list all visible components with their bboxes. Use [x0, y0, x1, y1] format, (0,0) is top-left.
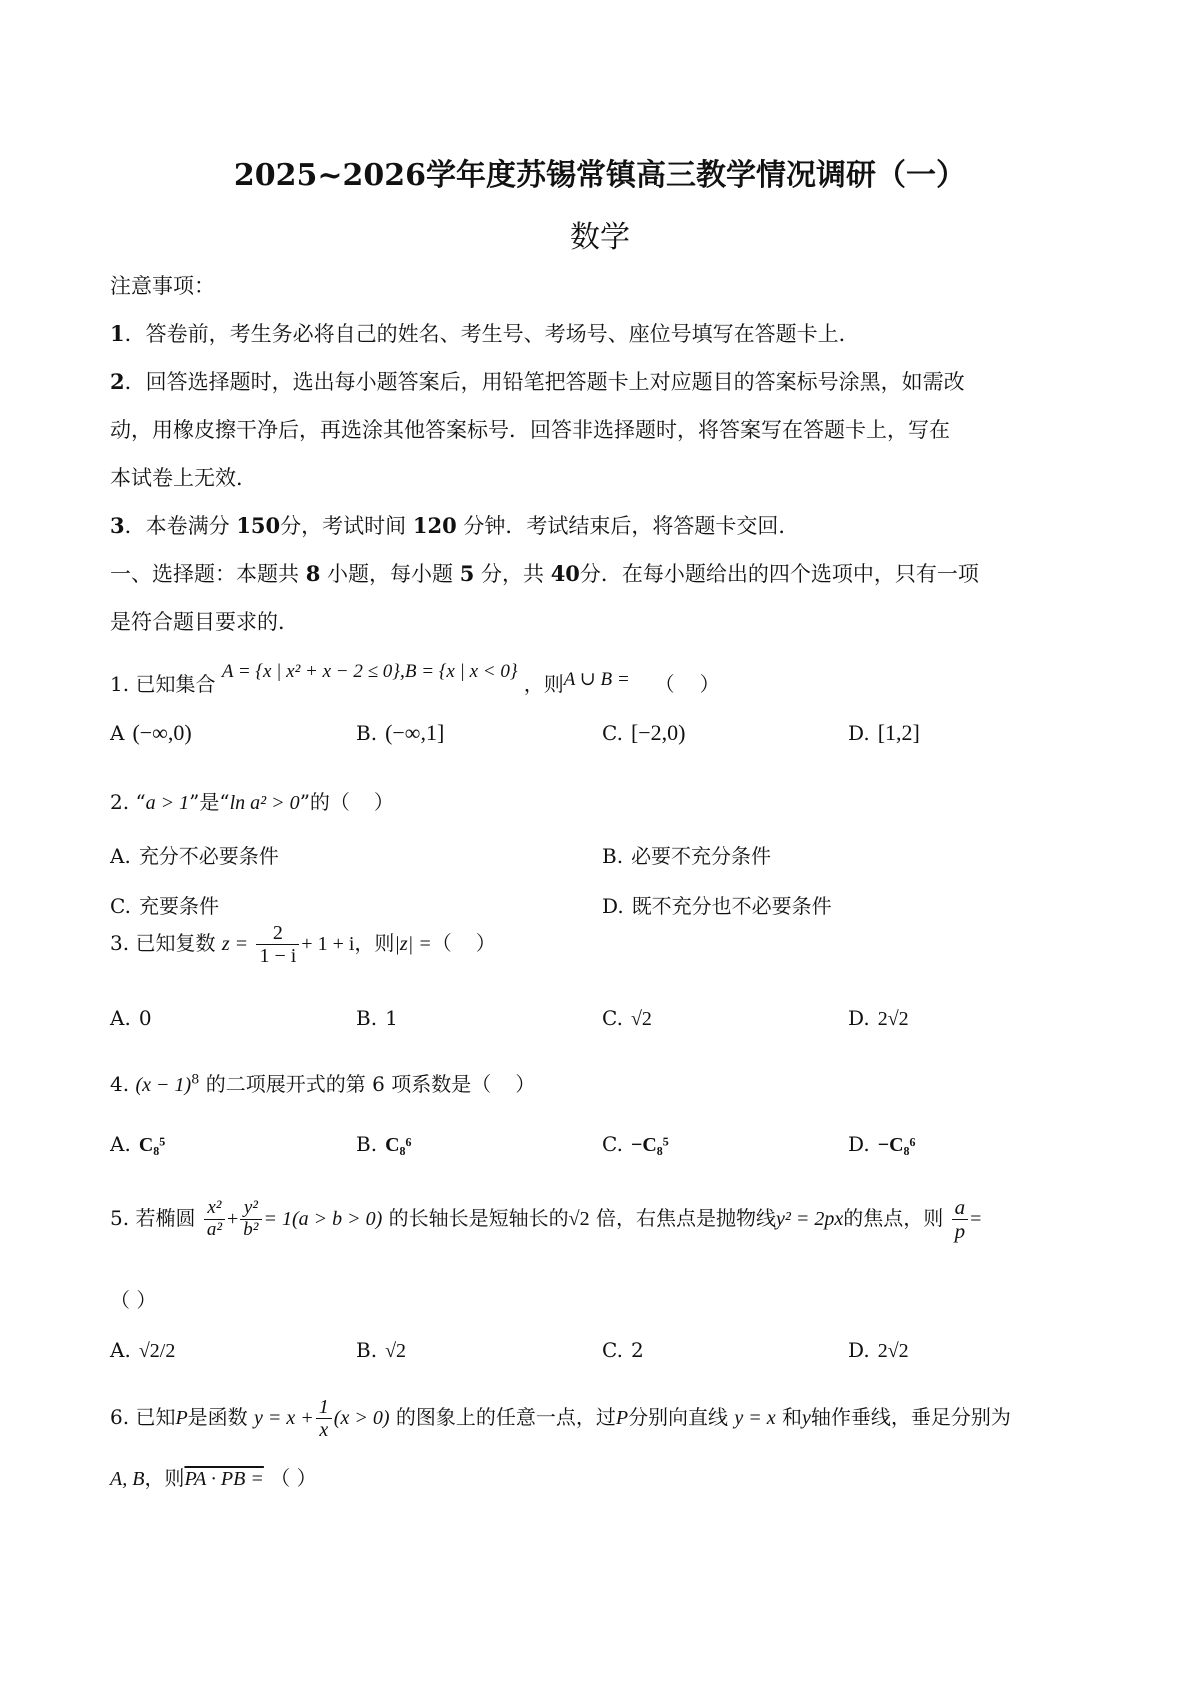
note-1: 1．答卷前，考生务必将自己的姓名、考生号、考场号、座位号填写在答题卡上．: [110, 321, 860, 346]
note-2-line-1: 2．回答选择题时，选出每小题答案后，用铅笔把答题卡上对应题目的答案标号涂黑，如需改: [110, 369, 965, 394]
question-5-option-b[interactable]: B. √2: [356, 1338, 407, 1362]
question-6-stem-line-2: A, B，则PA · PB = （ ）: [110, 1466, 317, 1490]
exam-subject: 数学: [570, 220, 630, 255]
question-4-option-a[interactable]: A. C₈⁵: [110, 1132, 166, 1156]
question-1-option-a[interactable]: A (−∞,0): [110, 720, 192, 745]
question-5-option-a[interactable]: A. √2/2: [110, 1338, 176, 1362]
question-2-option-c[interactable]: C. 充要条件: [110, 894, 219, 918]
note-3: 3．本卷满分 150分，考试时间 120 分钟．考试结束后，将答题卡交回．: [110, 513, 800, 538]
question-3-option-a[interactable]: A. 0: [110, 1006, 152, 1030]
question-5-option-c[interactable]: C. 2: [602, 1338, 644, 1362]
question-1-option-b[interactable]: B. (−∞,1]: [356, 720, 445, 745]
note-2-line-2: 动，用橡皮擦干净后，再选涂其他答案标号．回答非选择题时，将答案写在答题卡上，写在: [110, 418, 950, 442]
question-4-option-c[interactable]: C. −C₈⁵: [602, 1132, 669, 1156]
question-3-stem: 3. 已知复数 z = $\frac{2}{1 - i}$ + 1 + i，则|z| =（ ）: [110, 922, 496, 967]
exam-title: 2025~2026学年度苏锡常镇高三教学情况调研（一）: [233, 158, 967, 193]
section-1-intro: 一、选择题：本题共 8 小题，每小题 5 分，共 40分．在每小题给出的四个选项中，只有一项: [110, 561, 979, 586]
question-3-fraction: $\frac{2}{1 - i}$: [256, 922, 299, 967]
question-2-stem: 2. “a > 1”是“ln a² > 0”的（ ）: [110, 790, 394, 814]
question-2-option-d[interactable]: D. 既不充分也不必要条件: [602, 894, 832, 918]
question-4-option-b[interactable]: B. C₈⁶: [356, 1132, 412, 1156]
question-4-option-d[interactable]: D. −C₈⁶: [848, 1132, 916, 1156]
question-5-option-d[interactable]: D. 2√2: [848, 1338, 909, 1362]
question-3-option-c[interactable]: C. √2: [602, 1006, 652, 1030]
question-4-stem: 4. $(x - 1)^8$ 的二项展开式的第 6 项系数是（ ）: [110, 1072, 536, 1096]
question-3-option-b[interactable]: B. 1: [356, 1006, 398, 1030]
question-1-option-d[interactable]: D. [1,2]: [848, 720, 920, 745]
question-1-stem: 1. 已知集合 A = {x | x² + x − 2 ≤ 0},B = {x | x < 0} ，则A ∪ B = （ ）: [110, 660, 720, 696]
question-6-stem: 6. 已知P是函数 y = x + $\frac{1}{x}$ (x > 0) 的图象上的任意一点，过P分别向直线 y = x 和y轴作垂线，垂足分别为: [110, 1396, 1011, 1441]
section-1-intro-line-2: 是符合题目要求的．: [110, 610, 299, 634]
note-2-line-3: 本试卷上无效．: [110, 466, 257, 490]
notes-heading: 注意事项：: [110, 274, 215, 298]
question-3-option-d[interactable]: D. 2√2: [848, 1006, 909, 1030]
question-2-option-a[interactable]: A. 充分不必要条件: [110, 844, 279, 868]
question-2-option-b[interactable]: B. 必要不充分条件: [602, 844, 772, 868]
question-5-stem: 5. 若椭圆 $\frac{\text{x²}}{\text{a²}}$ + $\frac{\text{y²}}{\text{b²}}$ = 1(a > b > 0) 的长轴长是短轴长的√2 倍，右焦点是抛物线y² = 2px的焦点，则 $\frac{a}{p}$ =: [110, 1195, 982, 1244]
question-1-option-c[interactable]: C. [−2,0): [602, 720, 686, 745]
question-5-paren: （ ）: [110, 1288, 157, 1312]
